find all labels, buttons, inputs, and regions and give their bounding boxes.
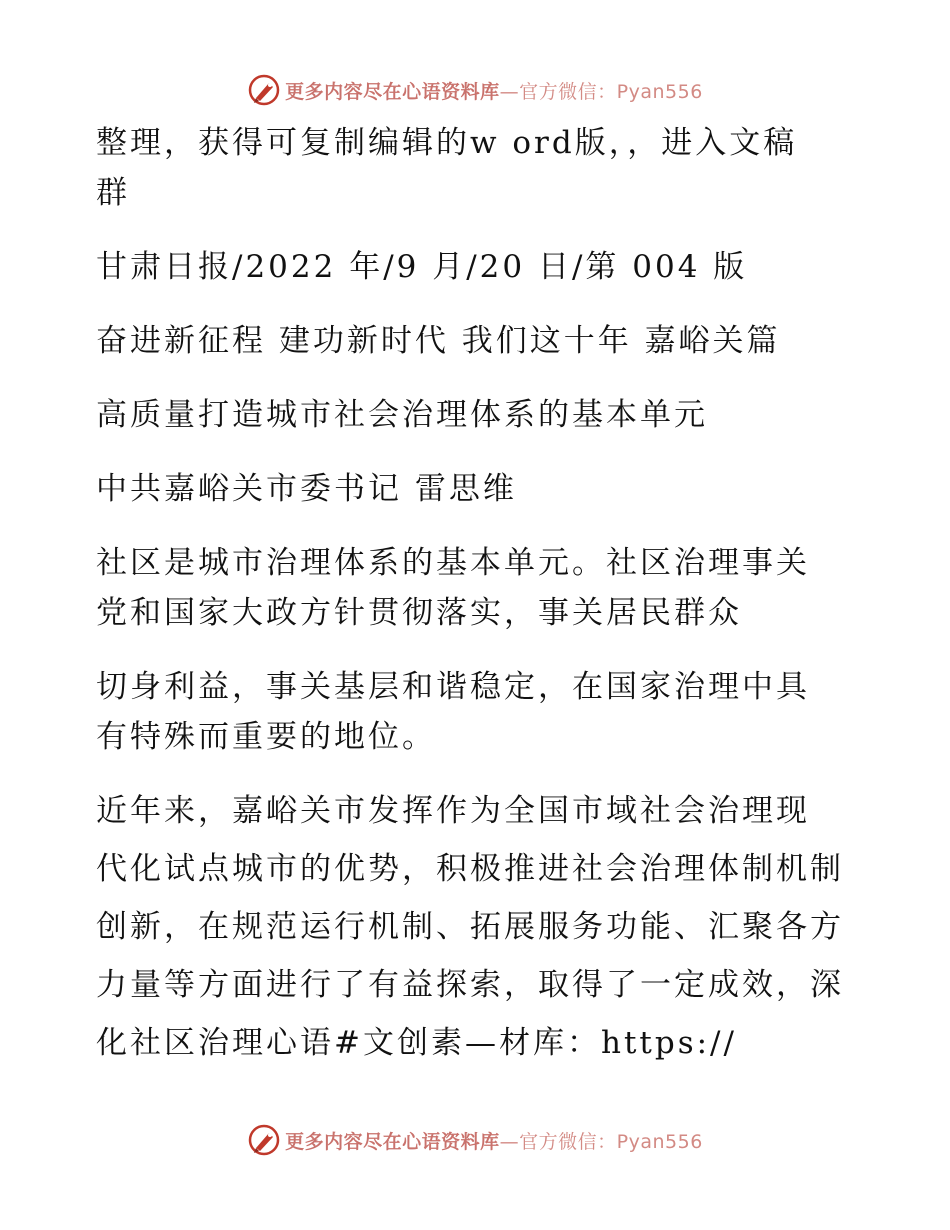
paragraph-3-line-2: 代化试点城市的优势，积极推进社会治理体制机制 xyxy=(96,851,844,887)
footer-banner-contact: —官方微信：Pyan556 xyxy=(499,1130,703,1153)
header-banner-contact: —官方微信：Pyan556 xyxy=(499,80,703,103)
pen-logo-icon xyxy=(247,73,281,107)
series-title: 奋进新征程 建功新时代 我们这十年 嘉峪关篇 xyxy=(96,323,781,359)
paragraph-3-line-1: 近年来，嘉峪关市发挥作为全国市域社会治理现 xyxy=(96,793,810,829)
paragraph-3-line-3: 创新，在规范运行机制、拓展服务功能、汇聚各方 xyxy=(96,909,844,945)
paragraph-2-line-1: 切身利益，事关基层和谐稳定，在国家治理中具 xyxy=(96,669,810,705)
footer-banner-main: 更多内容尽在心语资料库 xyxy=(285,1130,500,1153)
author-line: 中共嘉峪关市委书记 雷思维 xyxy=(96,471,517,507)
header-banner-main: 更多内容尽在心语资料库 xyxy=(285,80,500,103)
pen-logo-icon xyxy=(247,1123,281,1157)
paragraph-3-line-4: 力量等方面进行了有益探索，取得了一定成效，深 xyxy=(96,967,844,1003)
header-watermark-banner xyxy=(0,70,950,110)
paragraph-3-line-5: 化社区治理心语#文创素—材库：https:// xyxy=(96,1025,737,1061)
footer-watermark-banner xyxy=(0,1120,950,1160)
paragraph-2-line-2: 有特殊而重要的地位。 xyxy=(96,719,436,755)
headline: 高质量打造城市社会治理体系的基本单元 xyxy=(96,397,708,433)
document-body xyxy=(96,118,856,1068)
source-line: 甘肃日报/2022 年/9 月/20 日/第 004 版 xyxy=(96,249,748,285)
paragraph-1-line-2: 党和国家大政方针贯彻落实，事关居民群众 xyxy=(96,595,742,631)
paragraph-1-line-1: 社区是城市治理体系的基本单元。社区治理事关 xyxy=(96,545,810,581)
intro-line-1: 整理，获得可复制编辑的w ord版，，进入文稿 xyxy=(96,125,798,161)
intro-line-2: 群 xyxy=(96,175,130,211)
header-banner-text xyxy=(285,77,703,104)
footer-banner-text xyxy=(285,1127,703,1154)
